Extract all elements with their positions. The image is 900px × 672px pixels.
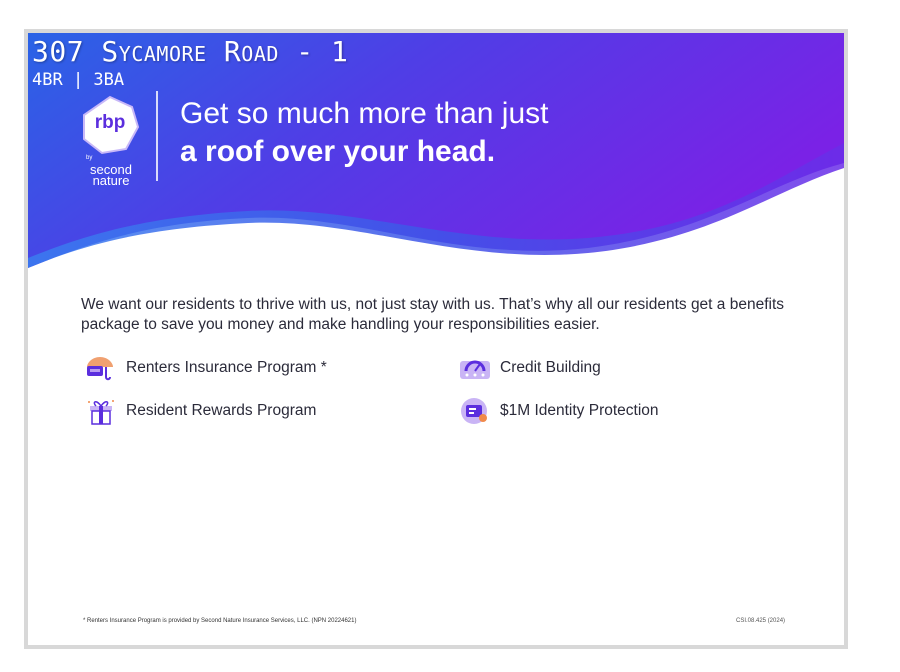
id-card-icon: [458, 396, 492, 426]
benefit-label: Resident Rewards Program: [126, 402, 317, 419]
benefit-identity-protection: [458, 396, 659, 426]
logo-divider: [156, 91, 158, 181]
listing-image-card: [28, 33, 844, 645]
listing-beds-baths-overlay: 4BR | 3BA: [32, 70, 125, 90]
headline-line-2: a roof over your head.: [180, 135, 496, 168]
insurance-footnote: * Renters Insurance Program is provided by Second Nature Insurance Services, LLC. (NPN 20224621): [83, 618, 357, 624]
credit-gauge-icon: [458, 353, 492, 383]
gift-icon: [84, 396, 118, 426]
benefit-label: $1M Identity Protection: [500, 402, 659, 419]
benefit-renters-insurance: [84, 353, 327, 383]
listing-address-overlay: 307 Sycamore Road - 1: [32, 35, 349, 68]
headline-line-1: Get so much more than just: [180, 97, 549, 130]
umbrella-icon: [84, 353, 118, 383]
brand-byline: [78, 153, 144, 186]
benefit-label: Renters Insurance Program *: [126, 359, 327, 376]
intro-paragraph: We want our residents to thrive with us, not just stay with us. That’s why all our residents get a benefits package to save you money and make handling your responsibilities easier.: [81, 296, 785, 333]
headline: [180, 95, 549, 171]
benefit-resident-rewards: [84, 396, 316, 426]
benefit-credit-building: [458, 353, 601, 383]
logo-mark: rbp: [94, 112, 126, 133]
byline-by: by: [86, 155, 93, 161]
benefit-label: Credit Building: [500, 359, 601, 376]
byline-brand: second nature: [90, 162, 132, 188]
document-code: CSI.08.425 (2024): [736, 618, 786, 624]
